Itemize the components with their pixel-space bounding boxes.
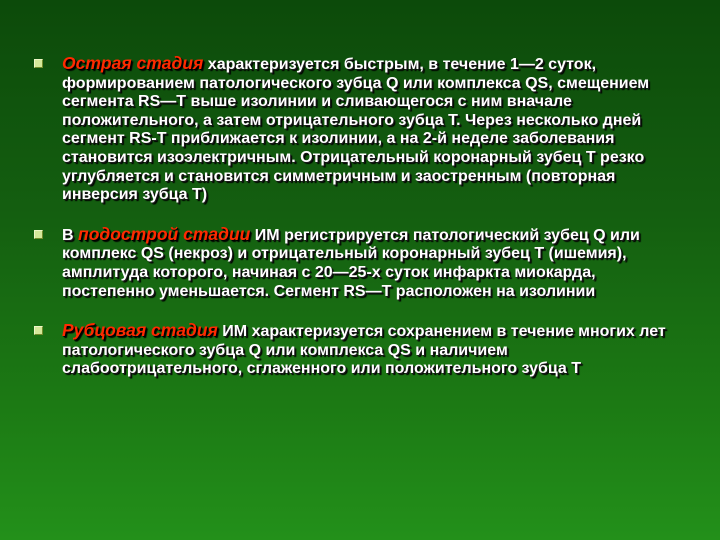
bullet-scar-stage — [34, 321, 684, 379]
square-bullet-icon — [34, 326, 43, 335]
bullet-text: ИМ характеризуется сохранением в течение многих лет патологического зубца Q или комплекса QS и наличием слабоотрицательного, сглаженного или положительного зубца T — [62, 323, 666, 378]
square-bullet-icon — [34, 59, 43, 68]
stage-term: подострой стадии — [78, 223, 251, 244]
bullet-list — [34, 54, 684, 399]
bullet-prefix: В — [62, 226, 78, 244]
bullet-text: характеризуется быстрым, в течение 1—2 суток, формированием патологического зубца Q или комплекса QS, смещением сегмента RS—T выше изолинии и сливающегося с ним вначале положительного, а затем отрицательного зубца T. Через несколько дней сегмент RS-T приближается к изолинии, а на 2-й неделе заболевания становится изоэлектричным. Отрицательный коронарный зубец T резко углубляется и становится симметричным и заостренным (повторная инверсия зубца T) — [62, 56, 650, 204]
square-bullet-icon — [34, 230, 43, 239]
bullet-subacute-stage — [34, 225, 684, 301]
stage-term: Рубцовая стадия — [62, 320, 218, 341]
bullet-text: ИМ регистрируется патологический зубец Q или комплекс QS (некроз) и отрицательный коронарный зубец T (ишемия), амплитуда которого, начиная с 20—25-х суток инфаркта миокарда, постепенно уменьшается. Сегмент RS—T расположен на изолинии — [62, 226, 640, 300]
bullet-acute-stage — [34, 54, 684, 205]
stage-term: Острая стадия — [62, 53, 204, 73]
